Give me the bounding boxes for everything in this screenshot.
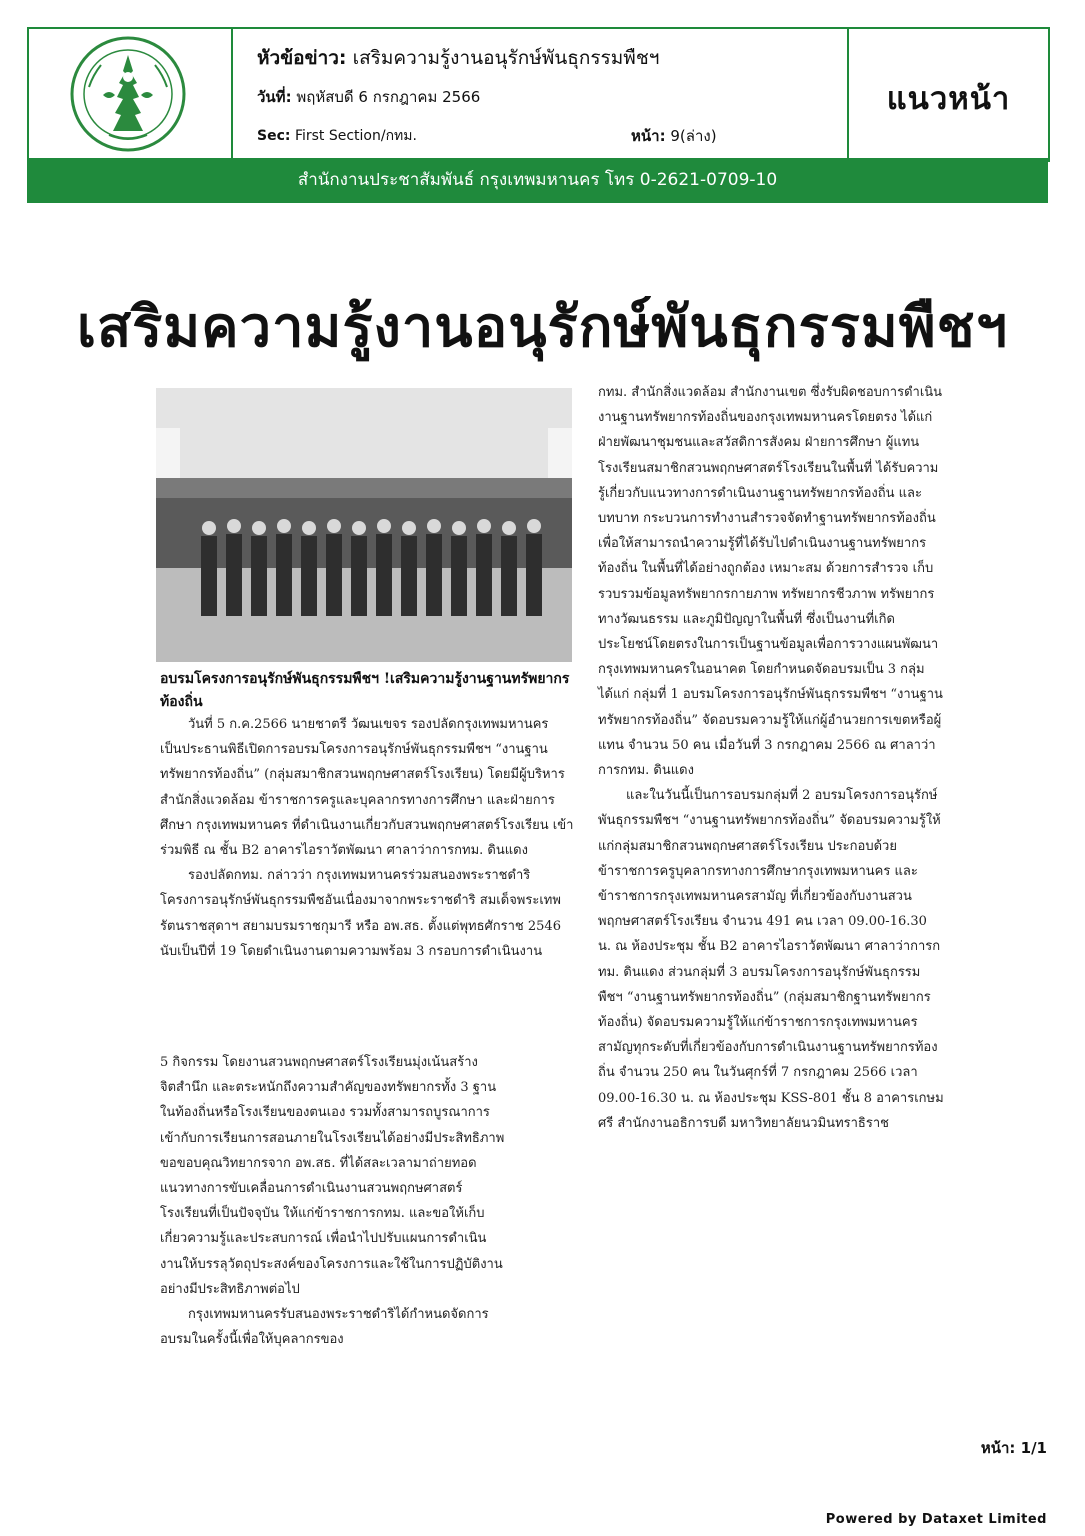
header-box	[27, 27, 1050, 162]
event-group-photo	[156, 388, 572, 662]
page-row	[631, 124, 717, 148]
paragraph: กทม. สำนักสิ่งแวดล้อม สำนักงานเขต ซึ่งรับผิดชอบการดำเนินงานฐานทรัพยากรท้องถิ่นของกรุงเทพมหานครโดยตรง ได้แก่ ฝ่ายพัฒนาชุมชนและสวัสดิการสังคม ฝ่ายการศึกษา ผู้แทนโรงเรียนสมาชิกสวนพฤกษศาสตร์โรงเรียนในพื้นที่ ได้รับความรู้เกี่ยวกับแนวทางการดำเนินงานฐานทรัพยากรท้องถิ่น และบทบาท กระบวนการทำงานสำรวจจัดทำฐานทรัพยากรท้องถิ่น เพื่อให้สามารถนำความรู้ที่ได้รับไปดำเนินงานฐานทรัพยากรท้องถิ่น ในพื้นที่ได้อย่างถูกต้อง เหมาะสม ด้วยการสำรวจ เก็บรวบรวมข้อมูลทรัพยากรกายภาพ ทรัพยากรชีวภาพ ทรัพยากรทางวัฒนธรรม และภูมิปัญญาในพื้นที่ ซึ่งเป็นงานที่เกิดประโยชน์โดยตรงในการเป็นฐานข้อมูลเพื่อการวางแผนพัฒนากรุงเทพมหานครในอนาคต โดยกำหนดจัดอบรมเป็น 3 กลุ่ม ได้แก่ กลุ่มที่ 1 อบรมโครงการอนุรักษ์พันธุกรรมพืชฯ “งานฐานทรัพยากรท้องถิ่น” จัดอบรมความรู้ให้แก่ผู้อำนวยการเขตหรือผู้แทน จำนวน 50 คน เมื่อวันที่ 3 กรกฎาคม 2566 ณ ศาลาว่าการกทม. ดินแดง	[598, 385, 943, 779]
info-cell	[233, 29, 849, 160]
clipping-header	[27, 27, 1048, 203]
topic-row	[257, 43, 659, 73]
page-value: 9(ล่าง)	[670, 127, 717, 145]
bma-seal-logo	[69, 35, 187, 153]
date-label: วันที่:	[257, 88, 292, 106]
page-label: หน้า:	[631, 127, 666, 145]
paragraph: 5 กิจกรรม โดยงานสวนพฤกษศาสตร์โรงเรียนมุ่งเน้นสร้างจิตสำนึก และตระหนักถึงความสำคัญของทรัพยากรทั้ง 3 ฐานในท้องถิ่นหรือโรงเรียนของตนเอง รวมทั้งสามารถบูรณาการเข้ากับการเรียนการสอนภายในโรงเรียนได้อย่างมีประสิทธิภาพ ขอขอบคุณวิทยากรจาก อพ.สธ. ที่ได้สละเวลามาถ่ายทอดแนวทางการขับเคลื่อนการดำเนินงานสวนพฤกษศาสตร์โรงเรียนที่เป็นปัจจุบัน ให้แก่ข้าราชการกทม. และขอให้เก็บเกี่ยวความรู้และประสบการณ์ เพื่อนำไปปรับแผนการดำเนินงานให้บรรลุวัตถุประสงค์ของโครงการและใช้ในการปฏิบัติงานอย่างมีประสิทธิภาพต่อไป	[160, 1055, 505, 1297]
powered-by: Powered by Dataxet Limited	[825, 1512, 1047, 1527]
left-column-upper	[160, 712, 574, 964]
date-row	[257, 85, 480, 109]
date-value: พฤหัสบดี 6 กรกฎาคม 2566	[296, 88, 481, 106]
section-value: First Section/กทม.	[294, 128, 417, 144]
office-bar: สำนักงานประชาสัมพันธ์ กรุงเทพมหานคร โทร 0-2621-0709-10	[27, 158, 1048, 203]
topic-value: เสริมความรู้งานอนุรักษ์พันธุกรรมพืชฯ	[352, 47, 660, 69]
publication-cell	[849, 29, 1048, 160]
paragraph: วันที่ 5 ก.ค.2566 นายชาตรี วัฒนเขจร รองปลัดกรุงเทพมหานคร เป็นประธานพิธีเปิดการอบรมโครงการอนุรักษ์พันธุกรรมพืชฯ “งานฐานทรัพยากรท้องถิ่น” (กลุ่มสมาชิกสวนพฤกษศาสตร์โรงเรียน) โดยมีผู้บริหารสำนักสิ่งแวดล้อม ข้าราชการครูและบุคลากรทางการศึกษา และฝ่ายการศึกษา กรุงเทพมหานคร ที่ดำเนินงานเกี่ยวกับสวนพฤกษศาสตร์โรงเรียน เข้าร่วมพิธี ณ ชั้น B2 อาคารไอราวัตพัฒนา ศาลาว่าการกทม. ดินแดง	[160, 717, 574, 859]
right-column	[598, 380, 944, 1136]
paragraph: กรุงเทพมหานครรับสนองพระราชดำริได้กำหนดจัดการอบรมในครั้งนี้เพื่อให้บุคลากรของ	[160, 1307, 489, 1348]
left-column-lower	[160, 1050, 506, 1352]
publication-name: แนวหน้า	[886, 81, 1011, 117]
paragraph: รองปลัดกทม. กล่าวว่า กรุงเทพมหานครร่วมสนองพระราชดำริโครงการอนุรักษ์พันธุกรรมพืชอันเนื่องมาจากพระราชดำริ สมเด็จพระเทพรัตนราชสุดาฯ สยามบรมราชกุมารี หรือ อพ.สธ. ตั้งแต่พุทธศักราช 2546 นับเป็นปีที่ 19 โดยดำเนินงานตามความพร้อม 3 กรอบการดำเนินงาน	[160, 868, 561, 959]
logo-cell	[29, 29, 233, 160]
section-row	[257, 125, 417, 147]
section-label: Sec:	[257, 128, 291, 144]
topic-label: หัวข้อข่าว:	[257, 47, 347, 69]
article-headline: เสริมความรู้งานอนุรักษ์พันธุกรรมพืชฯ	[76, 294, 1009, 360]
paragraph: และในวันนี้เป็นการอบรมกลุ่มที่ 2 อบรมโครงการอนุรักษ์พันธุกรรมพืชฯ “งานฐานทรัพยากรท้องถิ่น” จัดอบรมความรู้ให้แก่กลุ่มสมาชิกสวนพฤกษศาสตร์โรงเรียน ประกอบด้วย ข้าราชการครูบุคลากรทางการศึกษากรุงเทพมหานคร และข้าราชการกรุงเทพมหานครสามัญ ที่เกี่ยวข้องกับงานสวนพฤกษศาสตร์โรงเรียน จำนวน 491 คน เวลา 09.00-16.30 น. ณ ห้องประชุม ชั้น B2 อาคารไอราวัตพัฒนา ศาลาว่าการกทม. ดินแดง ส่วนกลุ่มที่ 3 อบรมโครงการอนุรักษ์พันธุกรรมพืชฯ “งานฐานทรัพยากรท้องถิ่น” (กลุ่มสมาชิกฐานทรัพยากรท้องถิ่น) จัดอบรมความรู้ให้แก่ข้าราชการกรุงเทพมหานครสามัญทุกระดับที่เกี่ยวข้องกับการดำเนินงานฐานทรัพยากรท้องถิ่น จำนวน 250 คน ในวันศุกร์ที่ 7 กรกฎาคม 2566 เวลา 09.00-16.30 น. ณ ห้องประชุม KSS-801 ชั้น 8 อาคารเกษมศรี สำนักงานอธิการบดี มหาวิทยาลัยนวมินทราธิราช	[598, 788, 944, 1131]
photo-caption: อบรมโครงการอนุรักษ์พันธุกรรมพืชฯ !เสริมความรู้งานฐานทรัพยากรท้องถิ่น	[160, 671, 570, 710]
page-number: หน้า: 1/1	[980, 1439, 1047, 1457]
